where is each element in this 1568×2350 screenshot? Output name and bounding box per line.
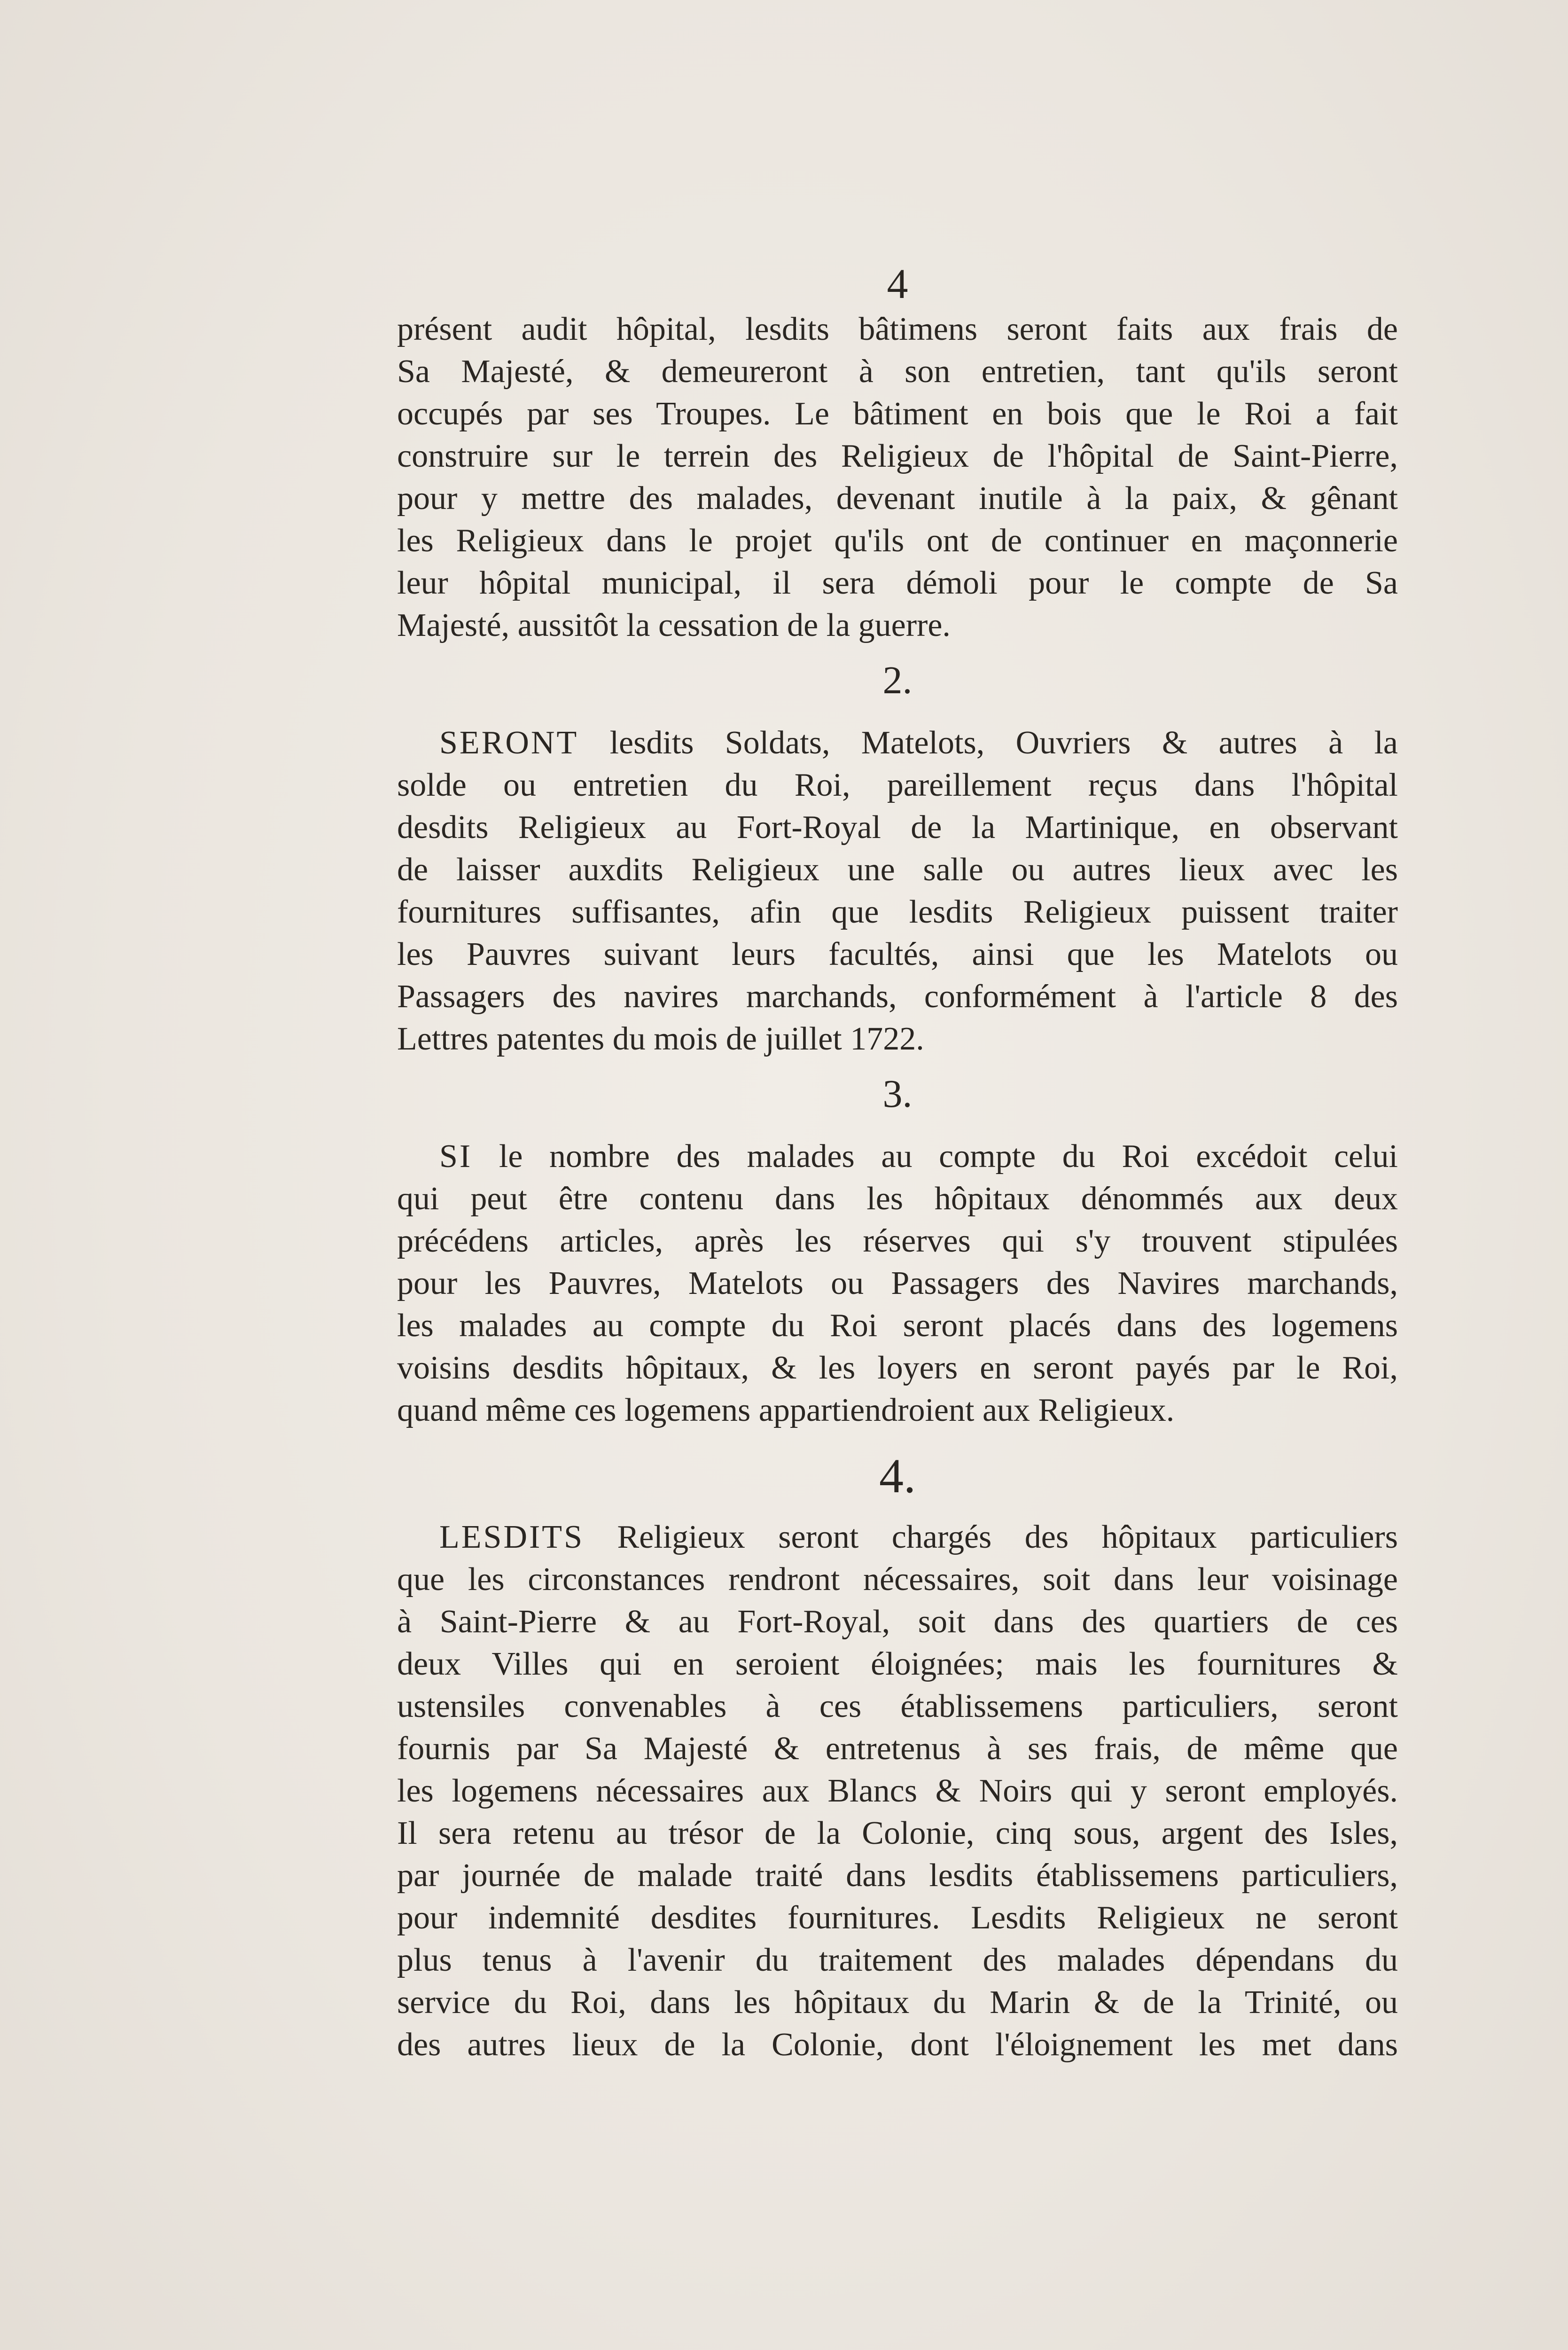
text-line: voisins desdits hôpitaux, & les loyers en seront payés par le Roi, [397,1350,1398,1386]
lead-word: SI [439,1138,473,1175]
text-line: solde ou entretien du Roi, pareillement reçus dans l'hôpital [397,767,1398,803]
text-line: plus tenus à l'avenir du traitement des malades dépendans du [397,1942,1398,1978]
text-line: de laisser auxdits Religieux une salle ou autres lieux avec les [397,852,1398,888]
article-number: 3. [882,1072,913,1116]
text-line: fournis par Sa Majesté & entretenus à ses frais, de même que [397,1731,1398,1767]
article-number: 2. [882,658,913,702]
text-line: construire sur le terrein des Religieux de l'hôpital de Saint-Pierre, [397,438,1398,474]
text-line: les Religieux dans le projet qu'ils ont de continuer en maçonnerie [397,523,1398,559]
text-line: pour les Pauvres, Matelots ou Passagers des Navires marchands, [397,1265,1398,1301]
text-line: occupés par ses Troupes. Le bâtiment en bois que le Roi a fait [397,396,1398,432]
text-line: que les circonstances rendront nécessaires, soit dans leur voisinage [397,1561,1398,1598]
text-line: précédens articles, après les réserves qui s'y trouvent stipulées [397,1223,1398,1259]
text-line [397,1136,1398,1178]
text-line: ustensiles convenables à ces établissemens particuliers, seront [397,1688,1398,1724]
text-line: service du Roi, dans les hôpitaux du Marin & de la Trinité, ou [397,1984,1398,2021]
text-line: Passagers des navires marchands, conformément à l'article 8 des [397,979,1398,1015]
text-fragment: Religieux seront chargés des hôpitaux particuliers [584,1519,1398,1555]
text-line: par journée de malade traité dans lesdits établissemens particuliers, [397,1857,1398,1894]
text-line: pour y mettre des malades, devenant inutile à la paix, & gênant [397,480,1398,517]
text-line: qui peut être contenu dans les hôpitaux dénommés aux deux [397,1181,1398,1217]
text-line: des autres lieux de la Colonie, dont l'éloignement les met dans [397,2027,1398,2063]
lead-word: SERONT [439,725,579,761]
text-line: Il sera retenu au trésor de la Colonie, cinq sous, argent des Isles, [397,1815,1398,1851]
text-line: desdits Religieux au Fort-Royal de la Martinique, en observant [397,809,1398,846]
text-line: pour indemnité desdites fournitures. Lesdits Religieux ne seront [397,1900,1398,1936]
article-number: 4. [879,1449,916,1503]
text-line: leur hôpital municipal, il sera démoli pour le compte de Sa [397,565,1398,601]
article-paragraph [397,1516,1398,2066]
text-line: les logemens nécessaires aux Blancs & Noirs qui y seront employés. [397,1773,1398,1809]
text-fragment: le nombre des malades au compte du Roi excédoit celui [472,1138,1398,1175]
lead-word: LESDITS [439,1519,584,1555]
text-line: Sa Majesté, & demeureront à son entretien, tant qu'ils seront [397,353,1398,390]
text-line [397,722,1398,764]
article-paragraph [397,1136,1398,1432]
text-line: présent audit hôpital, lesdits bâtimens seront faits aux frais de [397,311,1398,347]
page-number: 4 [887,261,908,307]
text-line: quand même ces logemens appartiendroient aux Religieux. [397,1392,1175,1428]
article-paragraph [397,722,1398,1060]
text-line: deux Villes qui en seroient éloignées; mais les fournitures & [397,1646,1398,1682]
text-block [397,263,1398,2066]
text-line: les Pauvres suivant leurs facultés, ainsi que les Matelots ou [397,936,1398,972]
text-line: Majesté, aussitôt la cessation de la guerre. [397,607,951,643]
text-line: Lettres patentes du mois de juillet 1722. [397,1021,924,1057]
text-line: les malades au compte du Roi seront placés dans des logemens [397,1308,1398,1344]
text-line [397,1516,1398,1559]
text-line: fournitures suffisantes, afin que lesdits Religieux puissent traiter [397,894,1398,930]
text-line: à Saint-Pierre & au Fort-Royal, soit dans des quartiers de ces [397,1604,1398,1640]
paragraph-continuation [397,308,1398,647]
text-fragment: lesdits Soldats, Matelots, Ouvriers & autres à la [578,725,1398,761]
